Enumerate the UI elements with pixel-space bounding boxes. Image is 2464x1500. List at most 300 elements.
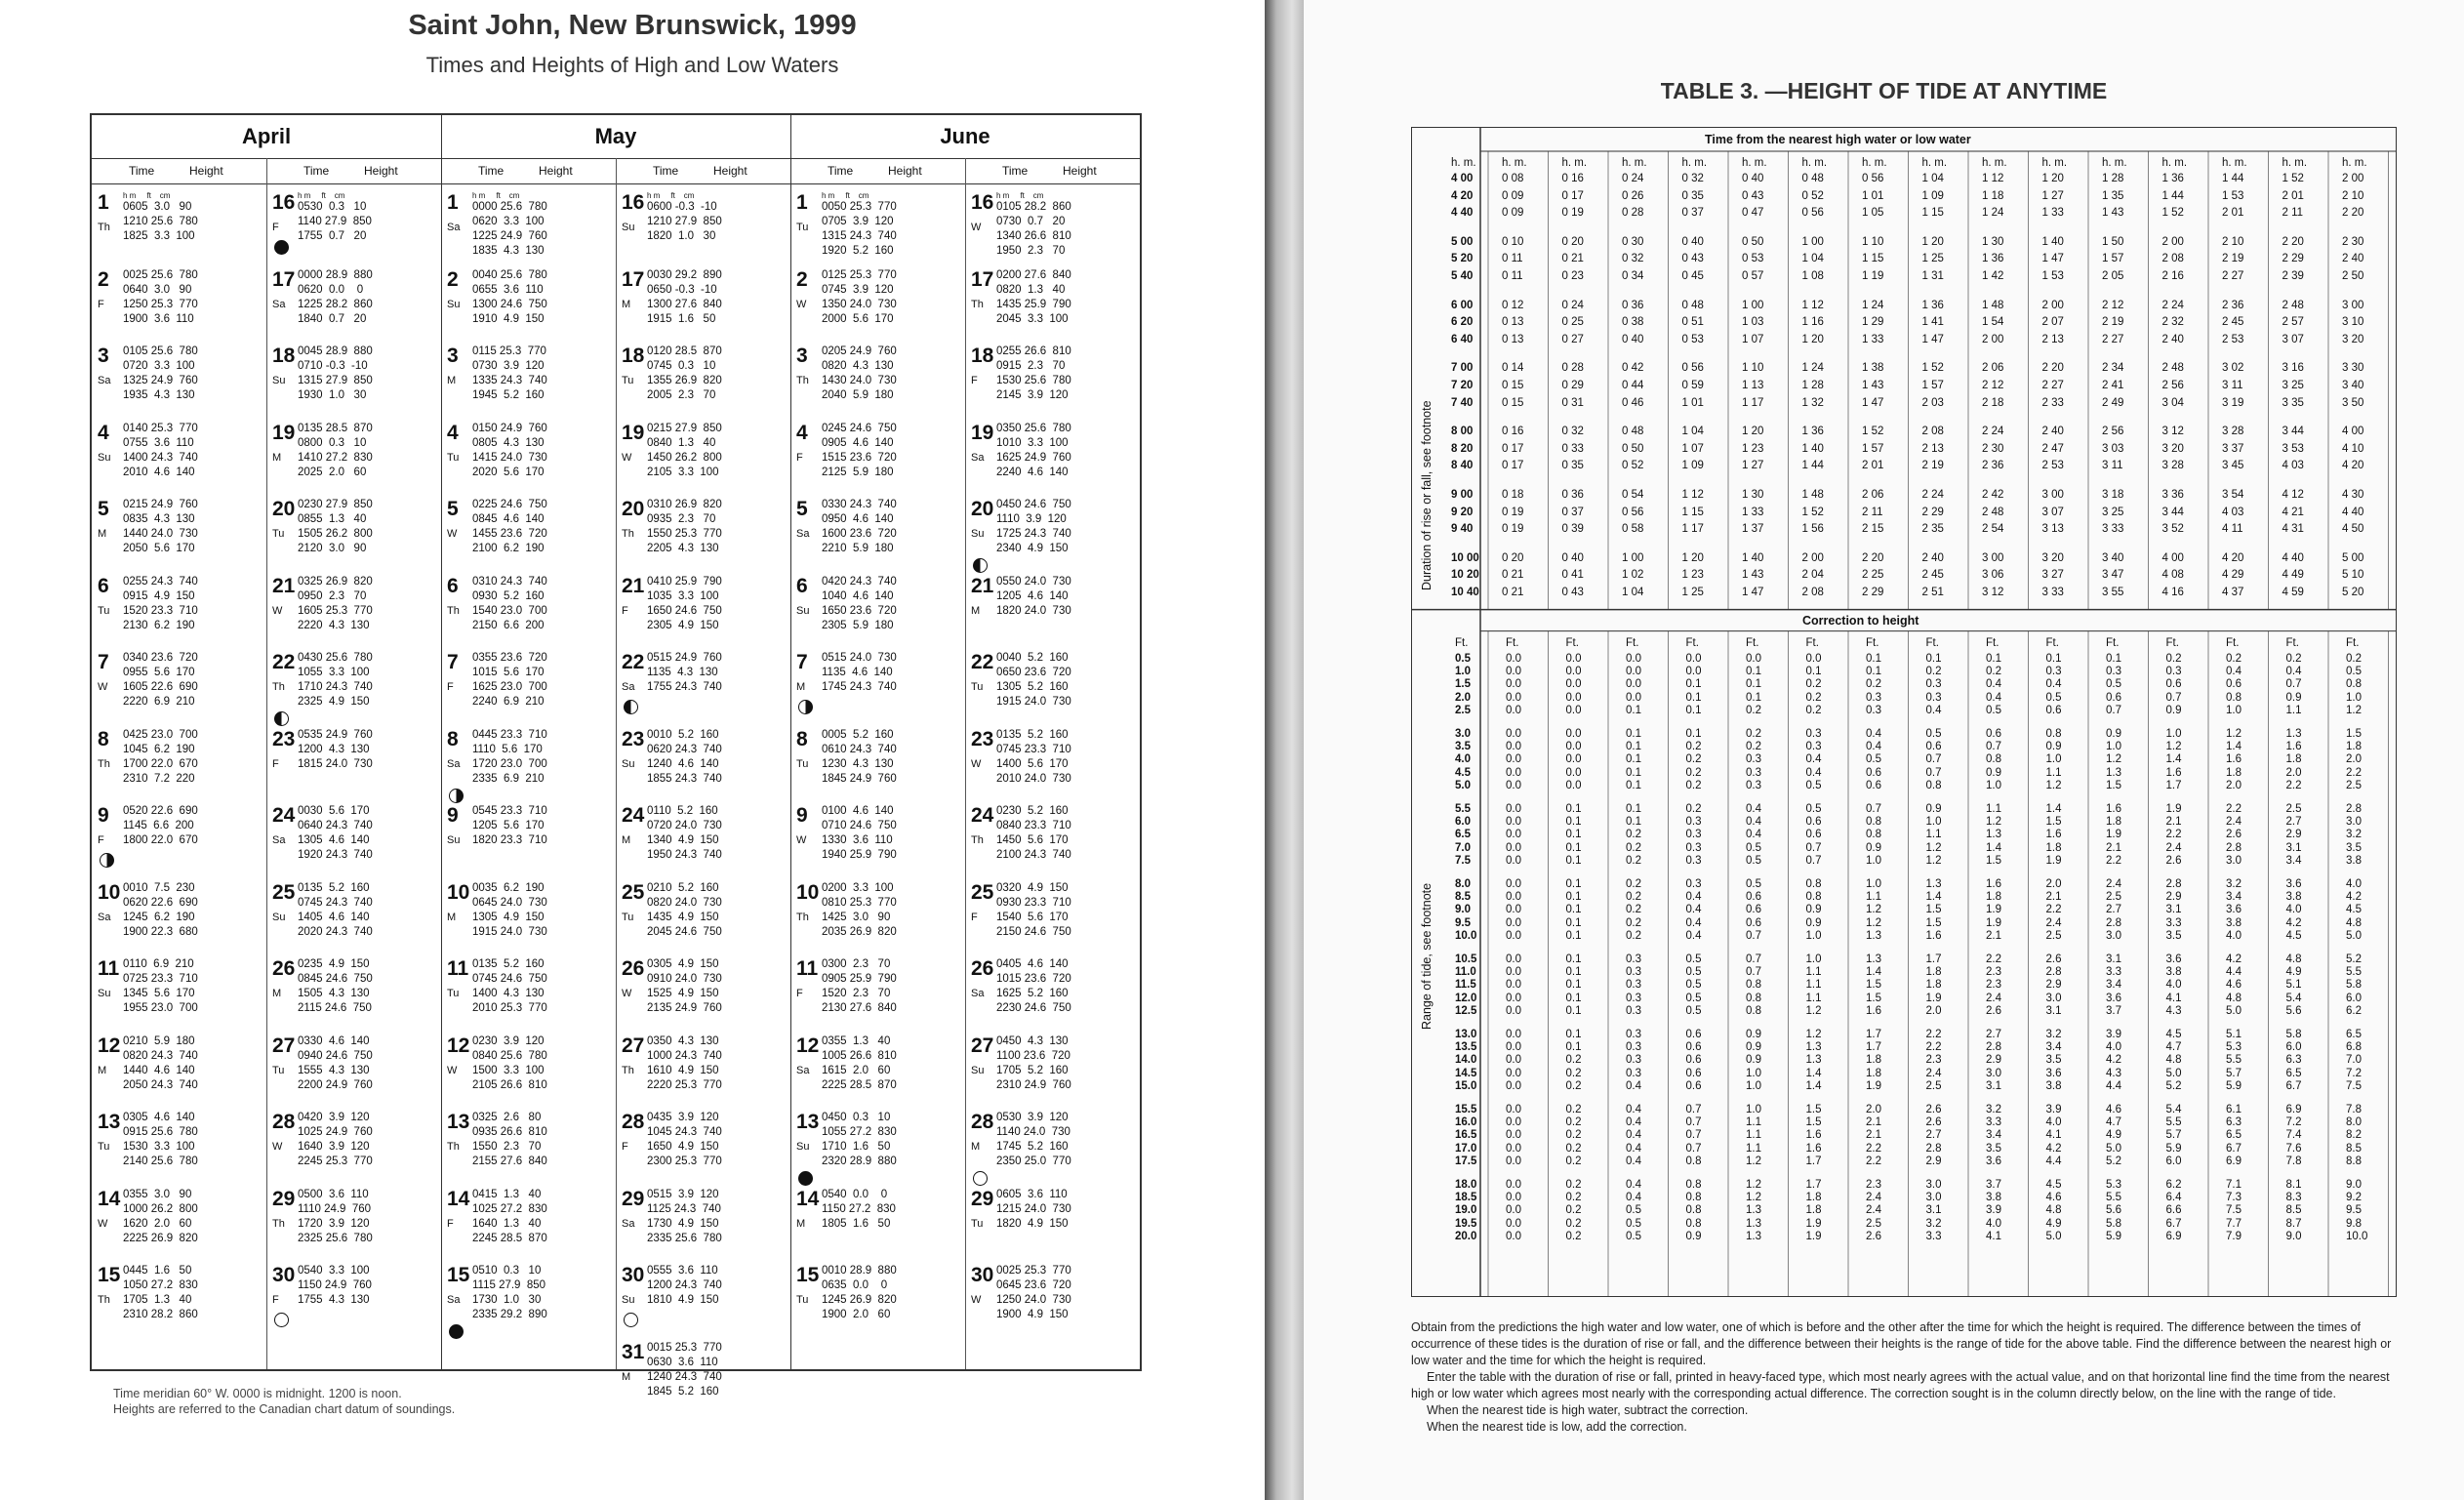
weekday: Su (447, 298, 461, 310)
correction-cell: 1.7 (1866, 1041, 1881, 1053)
correction-cell: 0.4 (1746, 829, 1761, 841)
tide-row: 1900 4.9 150 (996, 1309, 1069, 1320)
tide-row: 1315 24.3 740 (822, 230, 897, 242)
tide-row: 1455 23.6 720 (472, 528, 547, 540)
right-page (1304, 0, 2464, 1500)
correction-cell: 1.2 (1746, 1178, 1761, 1191)
tide-row: 1845 5.2 160 (647, 1385, 719, 1398)
tide-row: 1530 3.3 100 (123, 1141, 195, 1153)
correction-cell: 2.6 (1986, 1005, 2001, 1018)
range-value: 14.0 (1455, 1054, 1477, 1067)
tide-rows (472, 268, 547, 327)
tide-row: 0140 25.3 770 (123, 422, 198, 434)
time-cell: 2 47 (2041, 442, 2064, 455)
correction-cell: 0.1 (1565, 930, 1582, 943)
tide-row: 0230 5.2 160 (996, 805, 1069, 817)
day-number: 5 (447, 498, 459, 520)
time-cell: 1 28 (2102, 173, 2124, 184)
tide-row: 0040 5.2 160 (996, 652, 1069, 664)
month-column (441, 115, 791, 1398)
tide-row: 0640 3.0 90 (123, 283, 192, 296)
range-value: 12.5 (1455, 1005, 1477, 1018)
correction-cell: 5.9 (2165, 1142, 2182, 1155)
time-cell: 0 51 (1681, 316, 1704, 329)
tide-row: 1425 3.0 90 (822, 911, 891, 923)
day-entry (622, 498, 787, 569)
hm-label: h. m. (2041, 157, 2068, 169)
tide-row: 1650 24.6 750 (647, 604, 722, 617)
time-cell: 0 48 (1681, 299, 1704, 311)
tide-row: 1710 24.3 740 (298, 681, 373, 693)
day-number: 24 (971, 804, 994, 827)
correction-cell: 0.4 (1626, 1142, 1641, 1155)
correction-cell: 3.8 (2045, 1080, 2062, 1093)
correction-cell: 2.0 (2285, 766, 2302, 779)
correction-cell: 0.3 (1746, 780, 1761, 792)
table-rules (1412, 128, 2396, 1296)
tide-rows (298, 268, 373, 327)
time-cell: 2 53 (2041, 460, 2064, 472)
correction-cell: 0.7 (1925, 753, 1942, 766)
correction-cell: 0.0 (1506, 678, 1521, 691)
correction-cell: 5.6 (2106, 1204, 2121, 1217)
time-cell: 1 52 (2282, 173, 2304, 184)
correction-cell: 1.9 (1866, 1080, 1881, 1093)
month-name: May (441, 115, 790, 159)
correction-cell: 0.5 (1866, 753, 1881, 766)
tide-rows (123, 957, 198, 1016)
weekday: W (796, 298, 807, 310)
units-label: h m ft cm (647, 191, 695, 200)
day-entry (796, 881, 961, 953)
day-entry (796, 1264, 961, 1335)
day-entry (796, 345, 961, 416)
page-gutter (1265, 0, 1304, 1500)
tide-row: 2010 4.6 140 (123, 466, 195, 478)
tide-row: 2300 25.3 770 (647, 1155, 722, 1167)
correction-cell: 0.0 (1565, 753, 1582, 766)
correction-cell: 1.0 (1866, 877, 1881, 890)
correction-cell: 0.2 (1685, 802, 1702, 815)
correction-cell: 0.2 (1805, 678, 1822, 691)
tide-row: 0005 5.2 160 (822, 728, 894, 741)
tide-row: 0950 2.3 70 (298, 589, 367, 602)
correction-cell: 1.7 (2165, 780, 2182, 792)
tide-row: 1450 26.2 800 (647, 451, 722, 464)
time-cell: 2 42 (1982, 489, 2004, 501)
duration-value: 7 20 (1451, 380, 1474, 391)
day-number: 2 (98, 267, 109, 291)
day-number: 31 (622, 1340, 645, 1363)
tide-row: 0420 24.3 740 (822, 575, 897, 588)
time-cell: 1 47 (2041, 253, 2064, 265)
correction-cell: 3.8 (1986, 1192, 2001, 1203)
correction-cell: 4.9 (2045, 1217, 2062, 1230)
tide-row: 1520 23.3 710 (123, 604, 198, 617)
time-cell: 2 56 (2102, 426, 2124, 438)
time-cell: 4 12 (2282, 489, 2304, 501)
weekday: F (971, 911, 978, 923)
weekday: Tu (98, 1141, 110, 1153)
correction-cell: 0.5 (1746, 877, 1761, 890)
tide-row: 2120 3.0 90 (298, 543, 367, 554)
tide-row: 0000 25.6 780 (472, 201, 547, 213)
tide-rows (472, 1034, 547, 1093)
weekday: Tu (622, 375, 634, 386)
duration-value: 10 40 (1451, 587, 1479, 598)
correction-cell: 0.4 (1805, 766, 1822, 779)
time-cell: 3 50 (2342, 396, 2364, 409)
hm-label: h. m. (1742, 157, 1767, 169)
correction-cell: 0.8 (1925, 780, 1942, 792)
tide-row: 1135 4.3 130 (647, 667, 718, 678)
tide-row: 1025 24.9 760 (298, 1126, 373, 1138)
correction-cell: 0.0 (1626, 678, 1641, 691)
correction-cell: 2.7 (1986, 1028, 2001, 1040)
time-cell: 2 19 (2102, 316, 2124, 329)
correction-cell: 1.8 (2285, 753, 2302, 766)
weekday: Tu (796, 1294, 809, 1306)
correction-cell: 8.5 (2346, 1142, 2362, 1155)
correction-cell: 4.0 (2106, 1041, 2121, 1053)
tide-rows (822, 422, 897, 480)
correction-cell: 0.8 (1805, 891, 1822, 903)
correction-cell: 0.5 (1805, 802, 1822, 815)
correction-cell: 5.3 (2106, 1178, 2121, 1191)
tide-row: 0745 0.3 10 (647, 360, 716, 372)
correction-cell: 1.6 (2106, 802, 2121, 815)
tide-rows (996, 1111, 1071, 1169)
correction-cell: 2.6 (2165, 855, 2182, 868)
tide-rows (647, 498, 722, 556)
tide-row: 0955 5.6 170 (123, 667, 195, 678)
tide-row: 0025 25.3 770 (996, 1265, 1071, 1277)
time-cell: 2 16 (2161, 270, 2184, 282)
tide-row: 0215 24.9 760 (123, 499, 198, 510)
weekday: W (971, 757, 982, 770)
weekday: Su (622, 222, 635, 233)
day-number: 12 (98, 1034, 121, 1057)
weekday: Su (971, 528, 985, 540)
tide-rows (647, 1341, 722, 1399)
time-cell: 3 00 (2041, 489, 2064, 501)
moon-phase-icon (274, 240, 289, 255)
tide-row: 0905 25.9 790 (822, 973, 897, 985)
correction-cell: 0.6 (1746, 891, 1761, 903)
correction-cell: 7.8 (2346, 1103, 2362, 1115)
correction-cell: 0.2 (1626, 891, 1641, 903)
tide-row: 1010 3.3 100 (996, 436, 1069, 449)
note-paragraph: When the nearest tide is high water, subtract the correction. (1427, 1403, 1749, 1417)
tide-row: 0450 0.3 10 (822, 1112, 891, 1123)
duration-value: 5 40 (1451, 270, 1474, 282)
correction-cell: 0.5 (1746, 841, 1761, 854)
day-number: 20 (971, 498, 994, 520)
tide-row: 0435 3.9 120 (647, 1112, 719, 1123)
correction-cell: 3.8 (2346, 855, 2362, 868)
tide-row: 0415 1.3 40 (472, 1188, 542, 1200)
day-entry (272, 1111, 437, 1182)
tide-row: 2200 24.9 760 (298, 1078, 373, 1091)
time-cell: 1 47 (1862, 396, 1884, 409)
month-name: June (790, 115, 1140, 159)
correction-cell: 0.4 (1626, 1103, 1641, 1115)
tide-rows (298, 957, 373, 1016)
duration-value: 9 40 (1451, 523, 1474, 536)
tide-rows (472, 345, 547, 403)
day-entry (971, 728, 1136, 799)
tide-row: 1820 1.0 30 (647, 230, 716, 242)
correction-cell: 3.9 (1986, 1204, 2001, 1217)
correction-cell: 1.3 (1805, 1054, 1822, 1067)
moon-phase-icon (798, 1171, 813, 1186)
tide-row: 2155 27.6 840 (472, 1155, 547, 1167)
duration-value: 6 00 (1451, 299, 1474, 311)
time-cell: 2 45 (1921, 569, 1944, 582)
time-cell: 1 20 (1801, 333, 1824, 345)
tide-row: 1345 5.6 170 (123, 988, 195, 999)
correction-cell: 0.9 (2106, 727, 2121, 740)
tide-row: 0845 24.6 750 (298, 973, 373, 985)
tide-row: 0515 24.9 760 (647, 652, 722, 664)
day-number: 3 (98, 345, 109, 367)
tide-row: 0620 22.6 690 (123, 896, 198, 909)
tide-rows (822, 881, 897, 940)
tide-rows (996, 1034, 1071, 1093)
correction-cell: 0.2 (1565, 1155, 1582, 1168)
tide-row: 2045 3.3 100 (996, 312, 1069, 325)
correction-cell: 3.2 (1925, 1217, 1942, 1230)
time-cell: 3 33 (2041, 587, 2064, 598)
day-number: 27 (971, 1034, 994, 1057)
correction-cell: 2.2 (1986, 953, 2001, 965)
correction-cell: 2.5 (2045, 930, 2062, 943)
day-number: 25 (622, 880, 645, 904)
moon-phase-icon (449, 1324, 464, 1339)
tide-rows (298, 728, 373, 772)
day-entry (622, 1034, 787, 1106)
time-cell: 1 00 (1742, 299, 1764, 311)
time-cell: 2 27 (2102, 333, 2124, 345)
tide-row: 1625 5.2 160 (996, 988, 1069, 999)
tide-row: 1205 4.6 140 (996, 589, 1069, 602)
range-value: 2.5 (1455, 705, 1471, 717)
day-entry (447, 881, 612, 953)
time-cell: 4 40 (2282, 551, 2304, 564)
tide-row: 1150 27.2 830 (822, 1202, 896, 1215)
correction-cell: 0.8 (1685, 1192, 1702, 1203)
time-cell: 0 43 (1742, 189, 1764, 202)
time-cell: 3 20 (2161, 442, 2184, 455)
correction-cell: 5.8 (2346, 979, 2362, 992)
tide-row: 2150 24.6 750 (996, 925, 1071, 938)
tide-row: 0420 3.9 120 (298, 1112, 370, 1123)
ft-label: Ft. (1925, 636, 1939, 649)
time-cell: 0 31 (1561, 396, 1584, 409)
correction-cell: 0.3 (1685, 816, 1702, 828)
col-time-label: Time (1002, 164, 1029, 178)
correction-cell: 4.7 (2165, 1041, 2182, 1053)
day-number: 11 (796, 957, 819, 980)
correction-cell: 0.1 (1565, 816, 1582, 828)
correction-cell: 3.1 (1925, 1204, 1942, 1217)
correction-cell: 0.4 (1746, 802, 1761, 815)
tide-rows (822, 1034, 897, 1093)
tide-row: 0805 4.3 130 (472, 436, 545, 449)
correction-cell: 0.2 (2346, 652, 2362, 665)
tide-rows (123, 422, 198, 480)
duration-value: 10 20 (1451, 569, 1479, 582)
footnote-line: Time meridian 60° W. 0000 is midnight. 1200 is noon. (113, 1387, 402, 1400)
correction-cell: 0.1 (1746, 666, 1761, 677)
duration-axis-label: Duration of rise or fall, see footnote (1420, 400, 1434, 590)
time-cell: 0 44 (1622, 380, 1644, 391)
correction-cell: 0.2 (1565, 1204, 1582, 1217)
tide-row: 0330 24.3 740 (822, 499, 897, 510)
tide-row: 1505 4.3 130 (298, 988, 370, 999)
weekday: Tu (272, 528, 285, 540)
time-cell: 1 13 (1742, 380, 1764, 391)
time-cell: 0 18 (1502, 489, 1524, 501)
weekday: Th (971, 834, 984, 846)
tide-row: 1140 24.0 730 (996, 1126, 1070, 1138)
correction-cell: 1.5 (1925, 916, 1942, 929)
day-number: 17 (971, 267, 994, 291)
correction-cell: 1.8 (1925, 966, 1942, 978)
time-cell: 4 00 (2342, 426, 2364, 438)
correction-cell: 4.1 (2045, 1129, 2062, 1142)
correction-cell: 4.0 (1986, 1217, 2001, 1230)
tide-row: 0915 4.9 150 (123, 589, 195, 602)
correction-cell: 4.8 (2045, 1204, 2062, 1217)
tide-row: 1045 6.2 190 (123, 743, 195, 755)
correction-cell: 0.7 (1685, 1142, 1702, 1155)
weekday: M (272, 988, 282, 999)
correction-cell: 0.7 (2106, 705, 2121, 717)
column-divider (616, 158, 617, 1369)
tide-rows (298, 1264, 372, 1308)
hm-label: h. m. (1502, 157, 1527, 169)
day-number: 20 (272, 498, 296, 520)
units-label: h m ft cm (298, 191, 345, 200)
correction-cell: 5.0 (2226, 1005, 2242, 1018)
time-cell: 2 10 (2222, 235, 2244, 248)
correction-cell: 1.9 (1986, 916, 2001, 929)
tide-rows (647, 651, 722, 695)
tide-row: 2245 25.3 770 (298, 1155, 373, 1167)
time-cell: 4 31 (2282, 523, 2304, 536)
ft-label: Ft. (2226, 636, 2240, 649)
range-value: 17.0 (1455, 1142, 1477, 1155)
tide-row: 0430 25.6 780 (298, 652, 373, 664)
correction-cell: 7.5 (2226, 1204, 2242, 1217)
time-cell: 0 32 (1681, 173, 1704, 184)
correction-cell: 3.4 (2285, 855, 2302, 868)
tide-row: 0650 23.6 720 (996, 667, 1071, 678)
correction-cell: 9.2 (2346, 1192, 2362, 1203)
tide-row: 1950 2.3 70 (996, 245, 1066, 257)
time-cell: 0 30 (1622, 235, 1644, 248)
correction-cell: 0.8 (1685, 1217, 1702, 1230)
tide-rows (647, 268, 722, 327)
correction-cell: 0.2 (1746, 741, 1761, 752)
day-entry (272, 804, 437, 875)
time-cell: 2 20 (2041, 362, 2064, 375)
tide-row: 0150 24.9 760 (472, 422, 547, 434)
ft-label: Ft. (2285, 636, 2299, 649)
correction-cell: 0.0 (1506, 652, 1521, 665)
tide-rows (472, 881, 547, 940)
correction-cell: 0.4 (1685, 916, 1702, 929)
tide-rows (298, 651, 373, 709)
time-cell: 0 56 (1862, 173, 1884, 184)
time-cell: 5 00 (2342, 551, 2364, 564)
correction-cell: 0.5 (1925, 727, 1942, 740)
tide-row: 0840 25.6 780 (472, 1049, 547, 1062)
correction-cell: 0.3 (1866, 691, 1881, 704)
time-cell: 3 07 (2282, 333, 2304, 345)
day-entry (272, 498, 437, 569)
day-entry (98, 1188, 263, 1259)
tide-row: 1435 25.9 790 (996, 298, 1071, 310)
tide-rows (647, 1111, 722, 1169)
correction-cell: 8.1 (2285, 1178, 2302, 1191)
correction-cell: 0.3 (2045, 666, 2062, 677)
correction-cell: 0.0 (1506, 916, 1521, 929)
time-cell: 0 24 (1622, 173, 1644, 184)
weekday: Sa (447, 1294, 461, 1306)
correction-cell: 1.1 (1746, 1129, 1761, 1142)
correction-cell: 1.8 (1866, 1067, 1881, 1079)
range-value: 9.0 (1455, 904, 1471, 916)
tide-row: 1810 4.9 150 (647, 1294, 719, 1306)
correction-cell: 0.5 (1986, 705, 2001, 717)
correction-cell: 0.6 (1866, 780, 1881, 792)
correction-cell: 4.0 (2165, 979, 2182, 992)
tide-row: 2225 28.5 870 (822, 1078, 897, 1091)
time-cell: 1 08 (1801, 270, 1824, 282)
tide-rows (996, 1264, 1071, 1322)
correction-cell: 1.7 (1866, 1028, 1881, 1040)
correction-cell: 0.1 (1565, 802, 1582, 815)
correction-cell: 0.8 (1685, 1155, 1702, 1168)
time-cell: 1 15 (1862, 253, 1884, 265)
correction-cell: 4.0 (2226, 930, 2242, 943)
day-number: 16 (272, 191, 296, 214)
weekday: Th (447, 604, 460, 617)
tide-row: 1440 24.0 730 (123, 528, 198, 540)
tide-row: 0745 3.9 120 (822, 283, 894, 296)
tide-row: 0355 1.3 40 (822, 1034, 891, 1047)
time-cell: 1 57 (1862, 442, 1884, 455)
tide-row: 0135 28.5 870 (298, 422, 373, 434)
correction-cell: 4.5 (2165, 1028, 2182, 1040)
weekday: M (971, 1141, 981, 1153)
correction-cell: 5.3 (2226, 1041, 2242, 1053)
time-cell: 3 28 (2161, 460, 2184, 472)
tide-row: 0745 23.3 710 (996, 743, 1071, 755)
correction-cell: 3.9 (2106, 1028, 2121, 1040)
time-cell: 1 27 (2041, 189, 2064, 202)
day-entry (272, 268, 437, 340)
correction-cell: 0.9 (2285, 691, 2302, 704)
tide-row: 1025 27.2 830 (472, 1202, 547, 1215)
tide-rows (472, 1188, 547, 1246)
correction-cell: 1.6 (2045, 829, 2062, 841)
time-cell: 0 28 (1561, 362, 1584, 375)
tide-row: 0935 26.6 810 (472, 1126, 547, 1138)
time-cell: 1 44 (2161, 189, 2184, 202)
